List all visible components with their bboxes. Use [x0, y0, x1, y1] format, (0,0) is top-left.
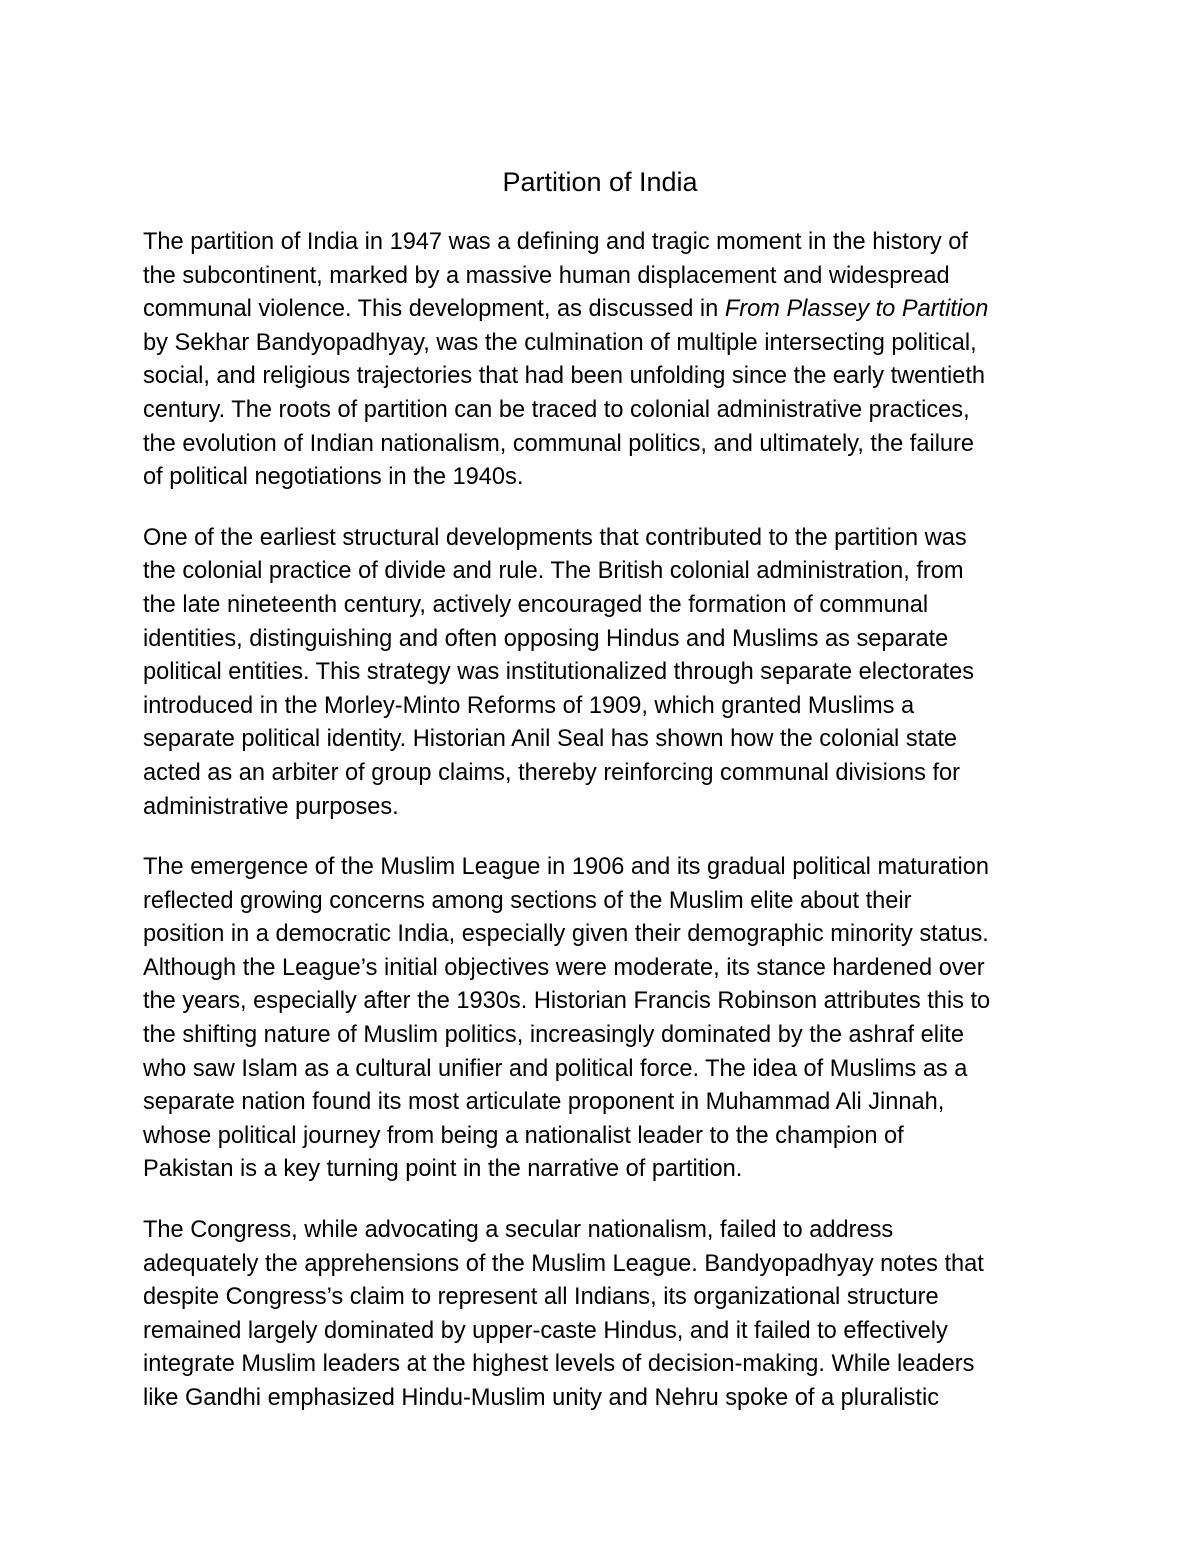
text-line: the evolution of Indian nationalism, communal politics, and ultimately, the failure — [143, 430, 975, 457]
paragraph-1 — [143, 226, 1073, 495]
text-line: integrate Muslim leaders at the highest levels of decision-making. While leaders — [143, 1351, 975, 1378]
text-line: despite Congress’s claim to represent all Indians, its organizational structure — [143, 1284, 939, 1311]
text-line: identities, distinguishing and often opposing Hindus and Muslims as separate — [143, 625, 949, 652]
text-line: position in a democratic India, especially given their demographic minority status. — [143, 921, 989, 948]
text-line: One of the earliest structural developments that contributed to the partition was — [143, 524, 967, 551]
text-line: administrative purposes. — [143, 793, 399, 820]
text-line: the shifting nature of Muslim politics, increasingly dominated by the ashraf elite — [143, 1022, 964, 1049]
text-line: adequately the apprehensions of the Muslim League. Bandyopadhyay notes that — [143, 1250, 984, 1277]
text-line: like Gandhi emphasized Hindu-Muslim unity and Nehru spoke of a pluralistic — [143, 1385, 940, 1411]
text-line — [143, 293, 1073, 327]
text-line: whose political journey from being a nationalist leader to the champion of — [143, 1122, 904, 1149]
text-line: who saw Islam as a cultural unifier and political force. The idea of Muslims as a — [143, 1055, 968, 1082]
text-line: introduced in the Morley-Minto Reforms of 1909, which granted Muslims a — [143, 692, 915, 719]
text-line: the colonial practice of divide and rule. The British colonial administration, from — [143, 558, 964, 585]
text-line: reflected growing concerns among sections of the Muslim elite about their — [143, 887, 912, 914]
text-line: century. The roots of partition can be traced to colonial administrative practices, — [143, 396, 970, 423]
text-line: by Sekhar Bandyopadhyay, was the culmination of multiple intersecting political, — [143, 329, 977, 356]
document-body — [143, 226, 1073, 1443]
text-line: the years, especially after the 1930s. Historian Francis Robinson attributes this to — [143, 988, 991, 1015]
page-title: Partition of India — [502, 167, 698, 197]
text-line: The Congress, while advocating a secular nationalism, failed to address — [143, 1217, 894, 1244]
text-line: remained largely dominated by upper-caste Hindus, and it failed to effectively — [143, 1317, 948, 1344]
text-line: of political negotiations in the 1940s. — [143, 464, 524, 491]
text-line: Pakistan is a key turning point in the narrative of partition. — [143, 1156, 743, 1183]
text-line: the subcontinent, marked by a massive human displacement and widespread — [143, 262, 950, 289]
paragraph-4 — [143, 1214, 1073, 1416]
text-line: The partition of India in 1947 was a defining and tragic moment in the history of — [143, 229, 968, 255]
paragraph-2 — [143, 522, 1073, 824]
text-line: political entities. This strategy was institutionalized through separate electorates — [143, 659, 975, 686]
text-line: Although the League’s initial objectives were moderate, its stance hardened over — [143, 954, 985, 981]
text-line: separate political identity. Historian Anil Seal has shown how the colonial state — [143, 726, 958, 753]
text-line: acted as an arbiter of group claims, thereby reinforcing communal divisions for — [143, 759, 960, 786]
paragraph-3 — [143, 851, 1073, 1187]
text-line: social, and religious trajectories that had been unfolding since the early twentieth — [143, 363, 986, 390]
text-line-start: communal violence. This development, as discussed in — [143, 296, 725, 323]
book-title: From Plassey to Partition — [724, 296, 989, 323]
text-line: separate nation found its most articulate proponent in Muhammad Ali Jinnah, — [143, 1089, 945, 1116]
text-line: The emergence of the Muslim League in 1906 and its gradual political maturation — [143, 854, 989, 881]
text-line: the late nineteenth century, actively encouraged the formation of communal — [143, 591, 929, 618]
